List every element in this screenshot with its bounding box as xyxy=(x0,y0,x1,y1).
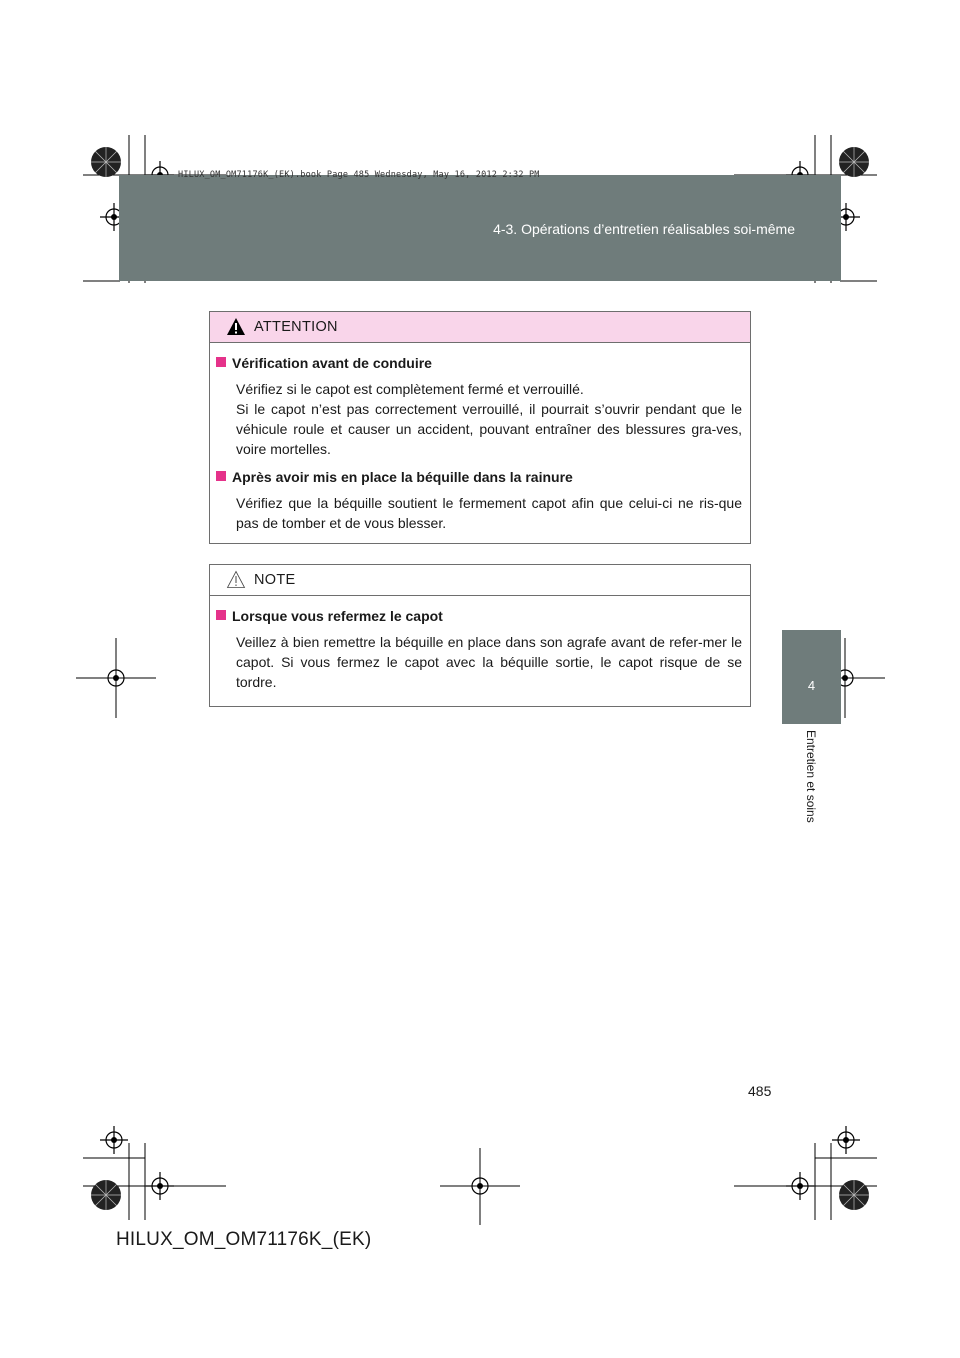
book-stamp: HILUX_OM_OM71176K_(EK).book Page 485 Wednesday, May 16, 2012 2:32 PM xyxy=(178,170,540,180)
bullet-square-icon xyxy=(216,357,226,367)
bullet-square-icon xyxy=(216,471,226,481)
attention-header xyxy=(210,312,750,343)
note-header xyxy=(210,565,750,596)
note-heading: NOTE xyxy=(254,572,296,588)
document-code: HILUX_OM_OM71176K_(EK) xyxy=(116,1229,372,1250)
bullet-square-icon xyxy=(216,610,226,620)
chapter-number: 4 xyxy=(807,678,816,693)
attention-box xyxy=(209,311,751,544)
warning-triangle-icon xyxy=(226,317,246,336)
attention-item-text: Vérifiez si le capot est complètement fermé et verrouillé. Si le capot n’est pas correctement verrouillé, il pourrait s’ouvrir pendant que le véhicule roule et causer un accident, pouvant entraîner des blessures gra-ves, voire mortelles. xyxy=(236,381,742,457)
note-box xyxy=(209,564,751,707)
header-band xyxy=(119,175,841,281)
chapter-tab xyxy=(782,630,841,724)
section-title: 4-3. Opérations d’entretien réalisables soi-même xyxy=(493,221,795,237)
chapter-label-area xyxy=(782,724,841,844)
attention-item-title: Vérification avant de conduire xyxy=(216,353,742,373)
note-body xyxy=(210,596,750,712)
attention-body xyxy=(210,343,750,553)
attention-item-text: Vérifiez que la béquille soutient le fermement capot afin que celui-ci ne ris-que pas de tomber et de vous blesser. xyxy=(236,495,742,531)
attention-heading: ATTENTION xyxy=(254,319,338,335)
note-item-title: Lorsque vous refermez le capot xyxy=(216,606,742,626)
warning-triangle-outline-icon xyxy=(226,570,246,589)
attention-item-title: Après avoir mis en place la béquille dans la rainure xyxy=(216,467,742,487)
page-number: 485 xyxy=(748,1083,772,1099)
chapter-label: Entretien et soins xyxy=(804,730,818,823)
note-item-text: Veillez à bien remettre la béquille en place dans son agrafe avant de refer-mer le capot. Si vous fermez le capot avec la béquille sortie, le capot risque de se tordre. xyxy=(236,634,742,690)
